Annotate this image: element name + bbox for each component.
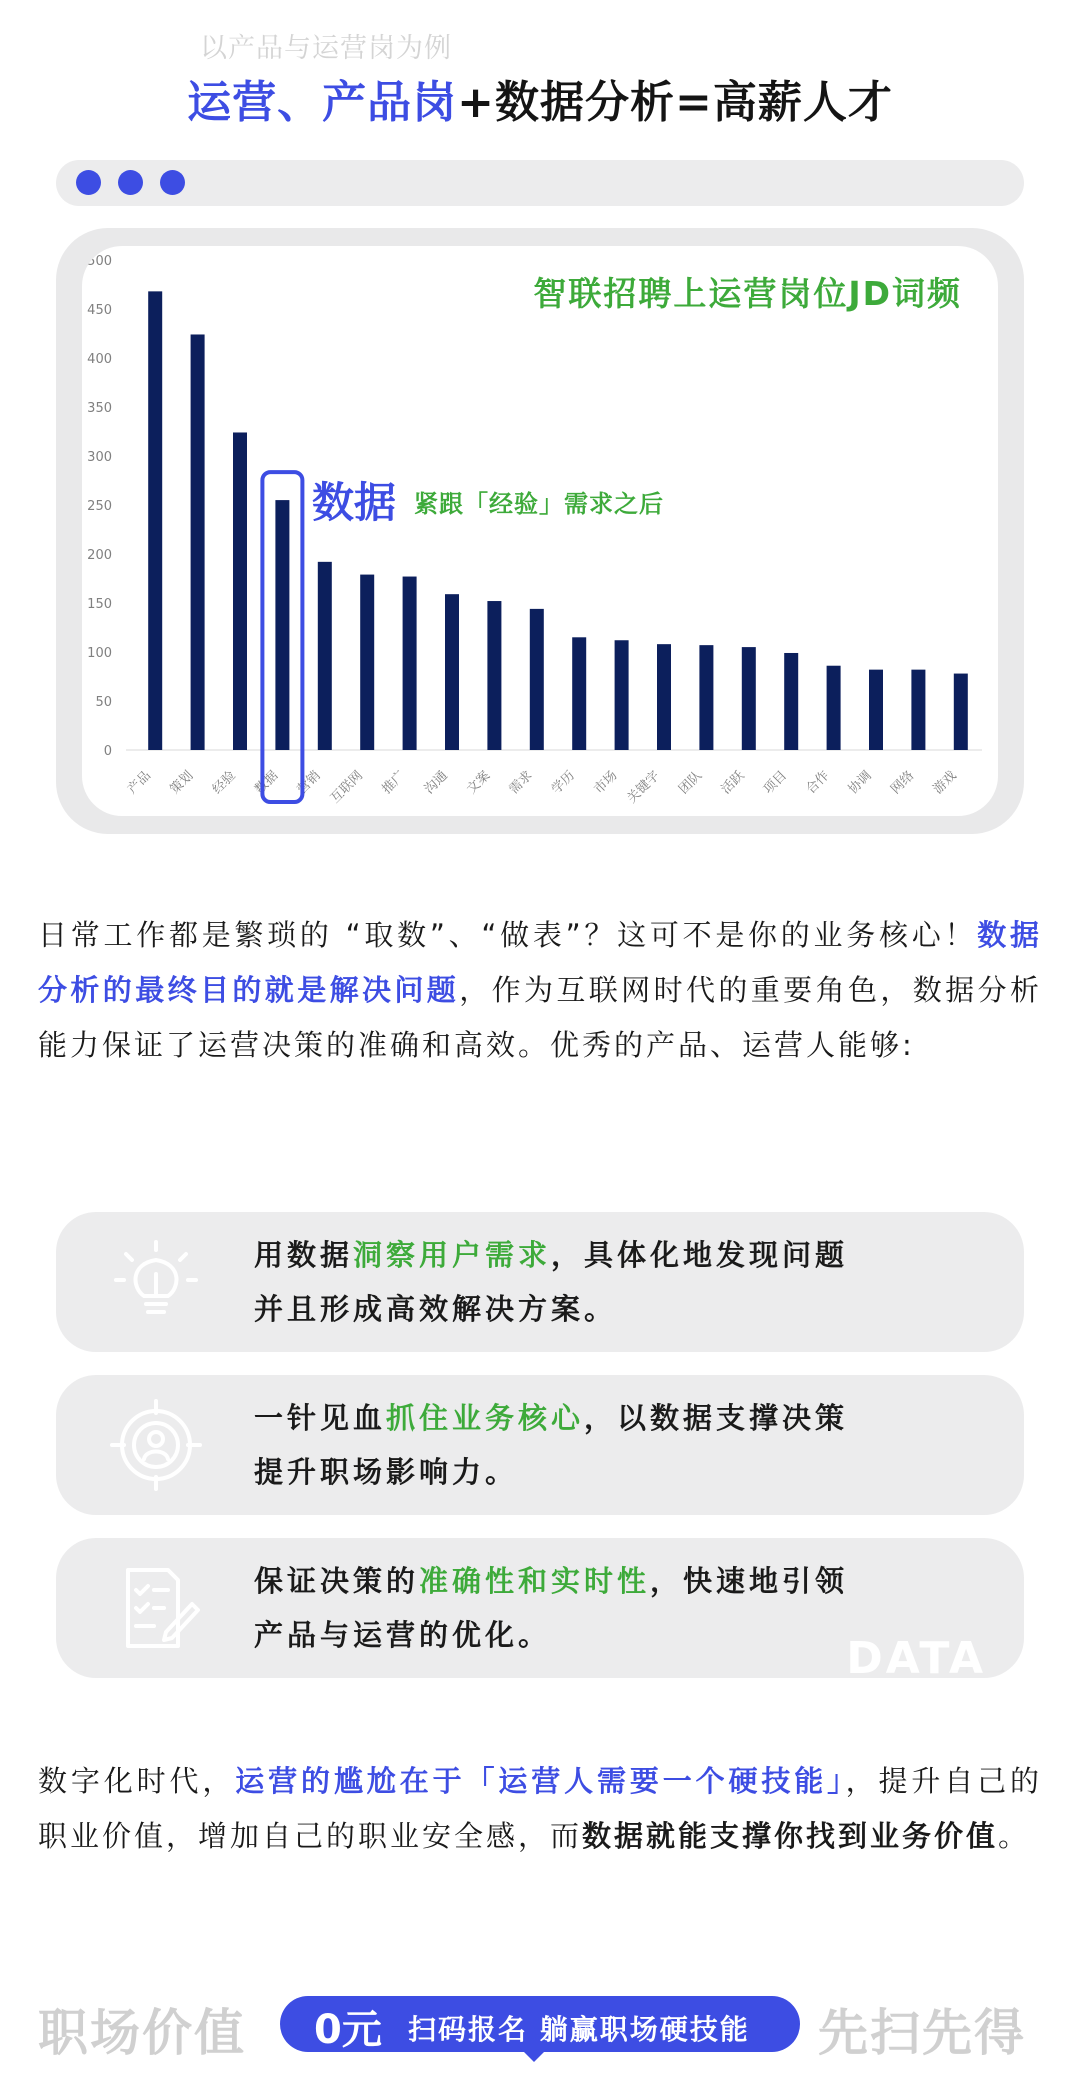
x-tick-label: 互联网: [327, 768, 367, 807]
chart-annotation-main: 数据: [312, 478, 397, 527]
closing-paragraph: [38, 1754, 1042, 1864]
bar: [148, 291, 162, 750]
x-tick-label: 数据: [252, 768, 282, 798]
x-tick-label: 项目: [761, 768, 791, 798]
y-tick-label: 350: [87, 401, 112, 416]
x-tick-label: 团队: [676, 768, 706, 798]
bar: [572, 637, 586, 750]
bar: [954, 674, 968, 750]
eyebrow-text: 以产品与运营岗为例: [200, 33, 452, 64]
x-tick-label: 网络: [888, 768, 918, 798]
chart-annotation-sub: 紧跟「经验」需求之后: [414, 490, 664, 518]
bar: [487, 601, 501, 750]
y-tick-label: 200: [87, 548, 112, 563]
x-tick-label: 策划: [167, 768, 197, 798]
chart-area: [82, 246, 998, 816]
target-user-icon: [108, 1397, 204, 1493]
y-tick-label: 500: [87, 254, 112, 269]
x-tick-label: 合作: [803, 768, 833, 798]
benefit-3-post: ，快速地引领: [650, 1564, 849, 1598]
cta-pointer: [518, 2046, 550, 2062]
y-tick-label: 400: [87, 352, 112, 367]
benefit-3-pre: 保证决策的: [254, 1564, 420, 1598]
headline-rest: +数据分析=高薪人才: [457, 77, 893, 128]
headline-highlight: 运营、产品岗: [187, 77, 458, 128]
bar: [827, 666, 841, 750]
window-bar: [56, 160, 1024, 206]
bar: [318, 562, 332, 750]
bar: [784, 653, 798, 750]
y-tick-label: 250: [87, 499, 112, 514]
window-dot-2: [118, 170, 143, 195]
benefit-2-green: 抓住业务核心: [386, 1401, 585, 1435]
benefit-1-line2: 并且形成高效解决方案。: [254, 1292, 618, 1326]
benefit-3-green: 准确性和实时性: [419, 1564, 651, 1598]
benefit-1-pre: 用数据: [254, 1238, 354, 1272]
x-tick-label: 推广: [379, 768, 409, 798]
signup-cta-button[interactable]: [280, 1996, 800, 2052]
x-tick-label: 关键字: [624, 768, 663, 807]
intro-paragraph: [38, 908, 1042, 1073]
bar: [360, 575, 374, 750]
benefit-card-1: [56, 1212, 1024, 1352]
benefit-1-green: 洞察用户需求: [353, 1238, 552, 1272]
bar: [869, 670, 883, 750]
intro-text-1: 日常工作都是繁琐的 “取数”、“做表”？这可不是你的业务核心！: [38, 918, 978, 952]
cta-label: 扫码报名 躺赢职场硬技能: [408, 2013, 750, 2046]
x-tick-label: 营销: [294, 768, 324, 798]
closing-highlight: 运营的尴尬在于「运营人需要一个硬技能」: [235, 1764, 846, 1798]
bar: [233, 432, 247, 750]
closing-bold: 数据就能支撑你找到业务价值: [582, 1819, 999, 1853]
intro-text-2: ，作为互联网时代的重要角色，数据分析能力保证了运营决策的准确和高效。优秀的产品、运营人能够:: [38, 973, 1042, 1062]
x-tick-label: 沟通: [421, 768, 451, 798]
bar: [403, 577, 417, 750]
y-tick-label: 50: [95, 695, 112, 710]
y-tick-label: 0: [103, 744, 112, 759]
bar: [742, 647, 756, 750]
bar: [530, 609, 544, 750]
benefit-card-2: [56, 1375, 1024, 1515]
bar-chart: [82, 246, 998, 816]
bar: [445, 594, 459, 750]
benefit-1-post: ，具体化地发现问题: [551, 1238, 849, 1272]
benefit-3-line2: 产品与运营的优化。: [254, 1618, 552, 1652]
x-tick-label: 学历: [549, 768, 579, 798]
closing-text-3: 。: [998, 1819, 1031, 1853]
y-tick-label: 300: [87, 450, 112, 465]
footer-right-text: 先扫先得: [818, 2004, 1026, 2062]
page-headline: [0, 66, 1080, 130]
chart-title: 智联招聘上运营岗位JD词频: [533, 274, 962, 313]
x-tick-label: 协调: [845, 768, 875, 798]
y-tick-label: 150: [87, 597, 112, 612]
bar: [191, 334, 205, 750]
chart-card: [56, 228, 1024, 834]
x-tick-label: 文案: [464, 768, 494, 798]
x-tick-label: 市场: [591, 768, 621, 798]
closing-text-2: ，提升自己的职业价值，增加自己的职业安全感，而: [38, 1764, 1042, 1853]
benefit-2-pre: 一针见血: [254, 1401, 387, 1435]
benefit-2-post: ，以数据支撑决策: [584, 1401, 849, 1435]
bar: [275, 500, 289, 750]
benefit-2-line2: 提升职场影响力。: [254, 1455, 519, 1489]
bar: [699, 645, 713, 750]
data-watermark: DATA: [846, 1633, 986, 1684]
y-tick-label: 100: [87, 646, 112, 661]
lightbulb-icon: [108, 1234, 204, 1330]
cta-price: 0元: [314, 2007, 382, 2053]
bar: [657, 644, 671, 750]
x-tick-label: 经验: [209, 768, 239, 798]
window-dot-3: [160, 170, 185, 195]
x-tick-label: 活跃: [718, 768, 748, 798]
benefit-text-2: [254, 1391, 848, 1499]
x-tick-label: 产品: [125, 768, 155, 798]
x-tick-label: 游戏: [930, 768, 960, 798]
y-tick-label: 450: [87, 303, 112, 318]
benefit-text-3: [254, 1554, 848, 1662]
closing-text-1: 数字化时代，: [38, 1764, 236, 1798]
intro-highlight: 数据分析的最终目的就是解决问题: [38, 918, 1042, 1007]
x-tick-label: 需求: [506, 768, 536, 798]
bar: [911, 670, 925, 750]
footer-left-text: 职场价值: [38, 2004, 246, 2062]
benefit-card-3: [56, 1538, 1024, 1684]
bar: [615, 640, 629, 750]
benefit-text-1: [254, 1228, 848, 1336]
document-edit-icon: [108, 1560, 204, 1656]
window-dot-1: [76, 170, 101, 195]
